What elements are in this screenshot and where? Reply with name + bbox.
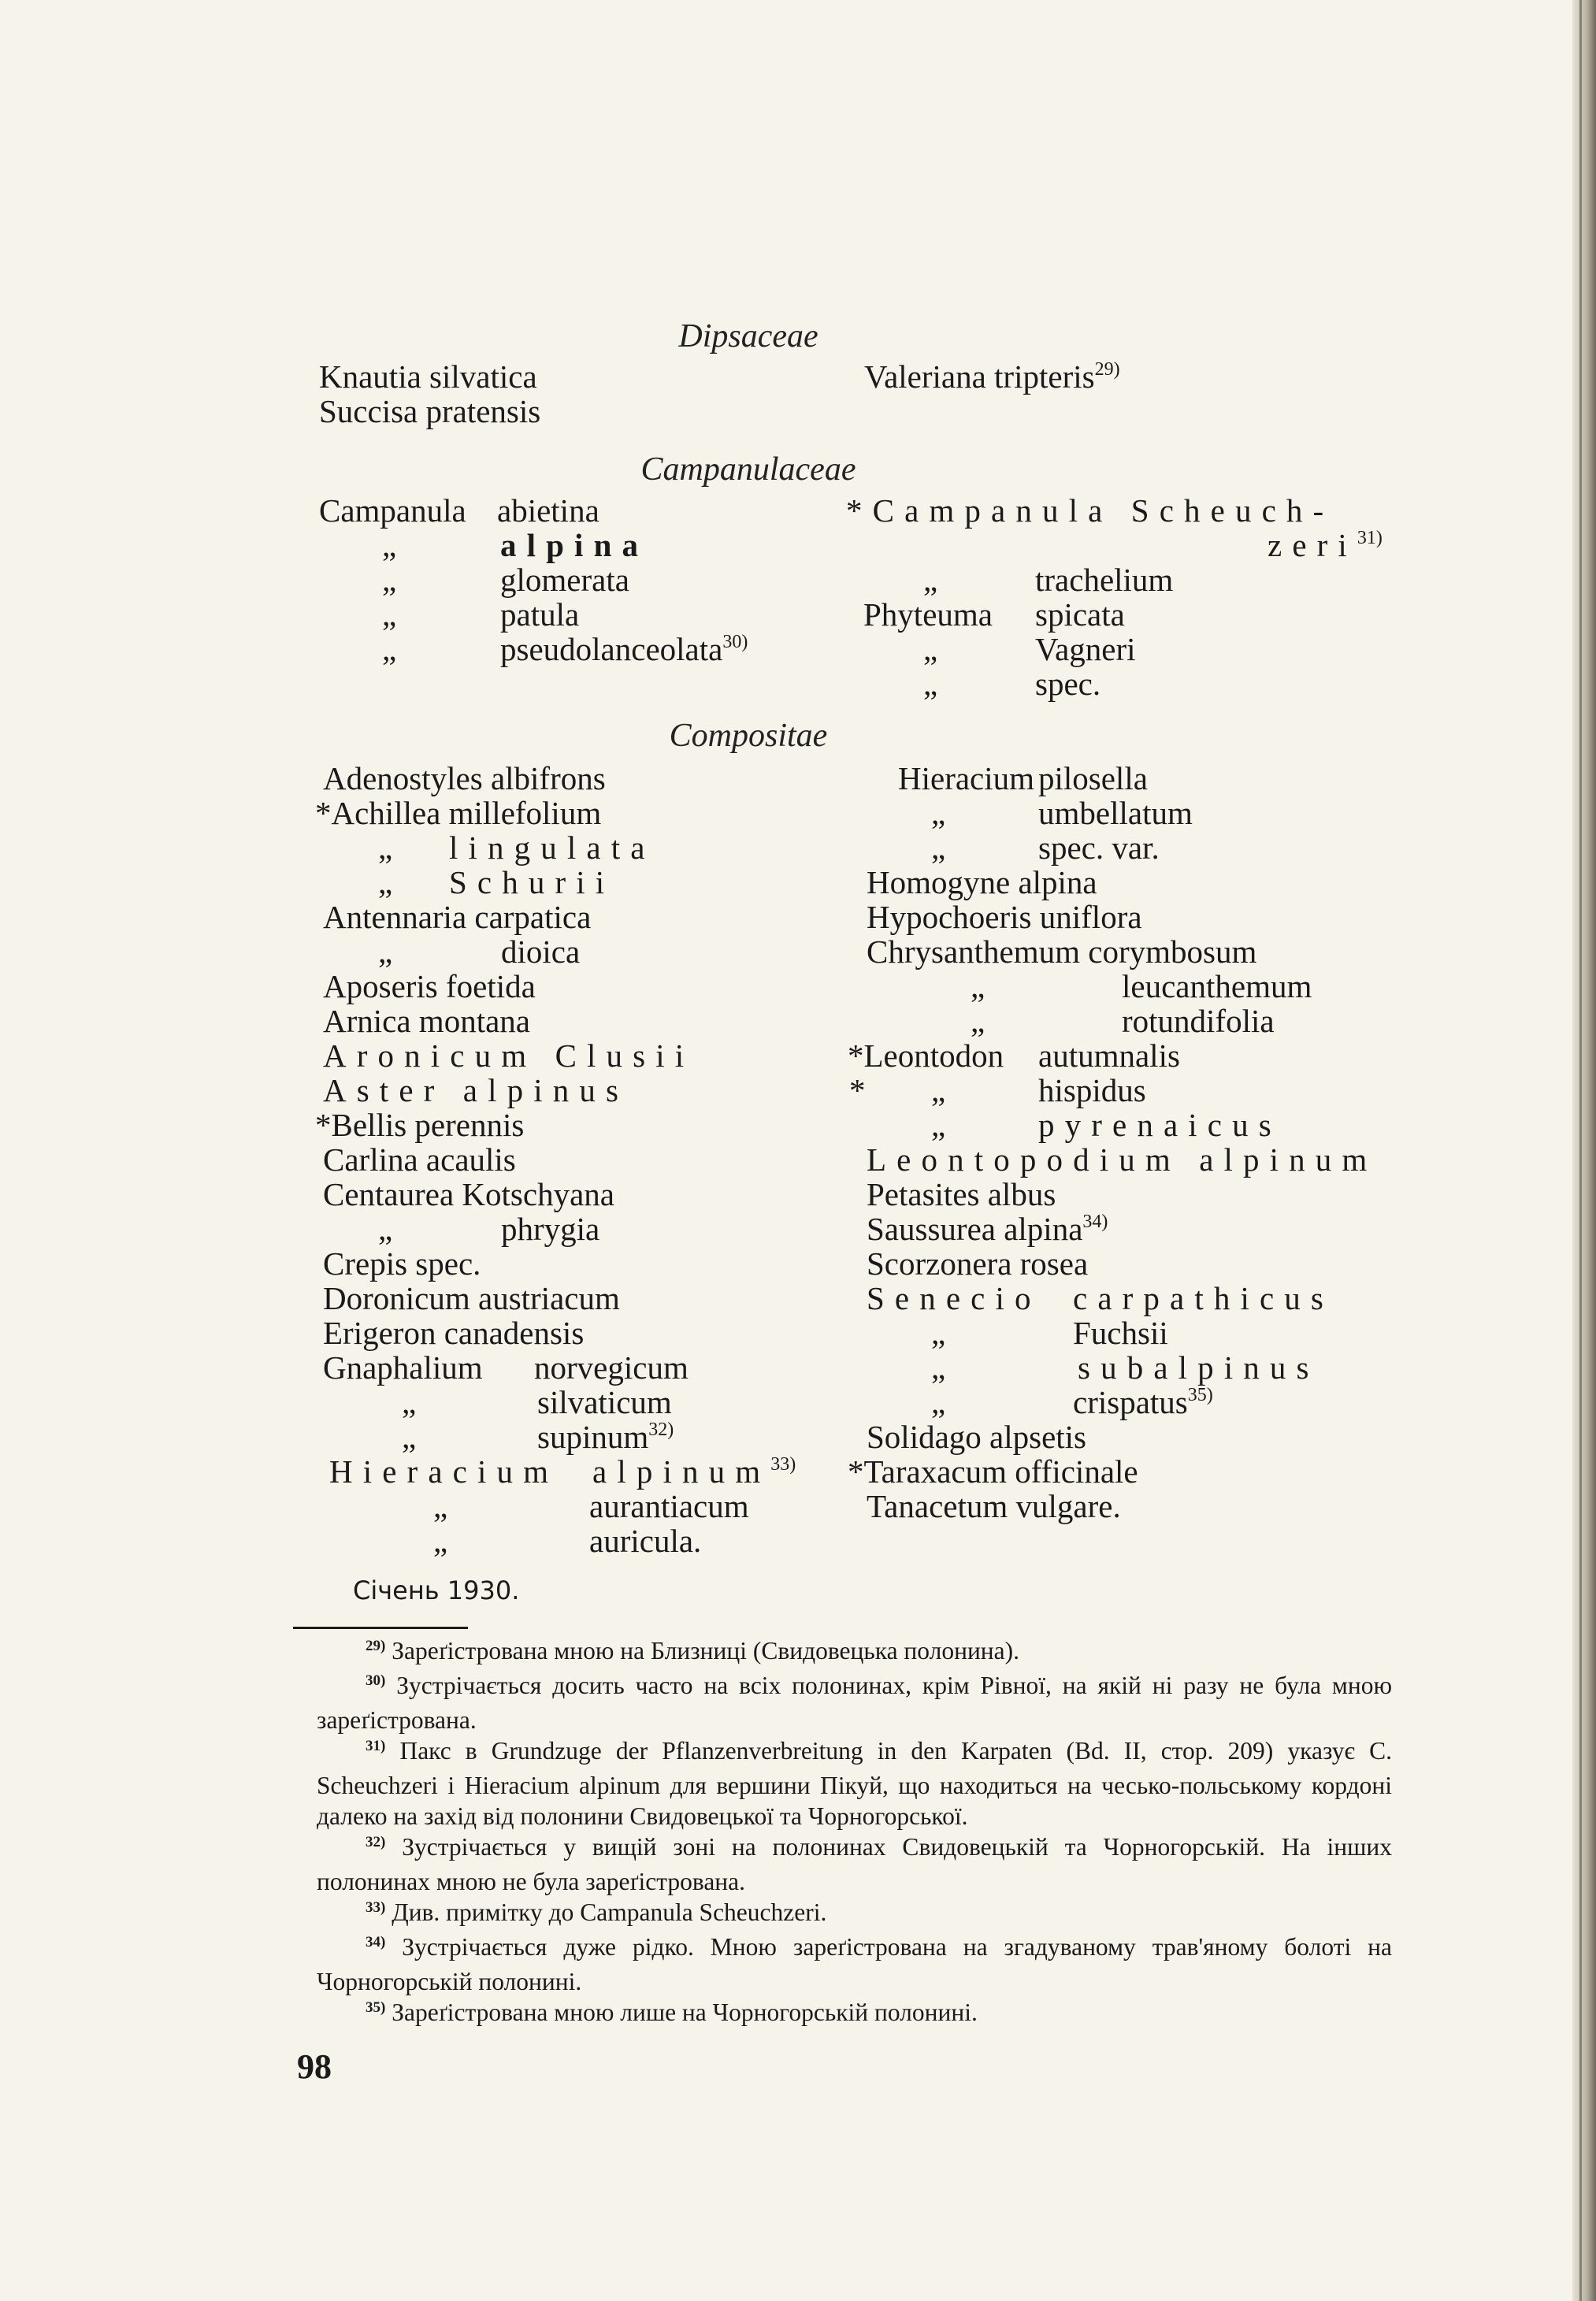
- genus-name: *Leontodon: [848, 1037, 1004, 1074]
- ditto-mark: „: [378, 829, 393, 866]
- list-item: Arnica montana: [323, 1003, 530, 1039]
- footnote-ref: 33): [770, 1454, 796, 1475]
- footnote-number: 33): [366, 1899, 386, 1916]
- species-name: lingulata: [449, 829, 655, 866]
- family-heading-campanulaceae: Campanulaceae: [640, 451, 856, 488]
- footnote-text: Зареґістрована мною на Близниці (Свидовецька полонина).: [392, 1637, 1020, 1665]
- list-item: Antennaria carpatica: [323, 899, 592, 935]
- family-heading-dipsaceae: Dipsaceae: [678, 318, 818, 354]
- list-item: Solidago alpsetis: [867, 1419, 1087, 1455]
- ditto-mark: „: [931, 1384, 946, 1420]
- list-item: Succisa pratensis: [319, 393, 541, 429]
- page-number: 98: [297, 2047, 332, 2086]
- footnote: [317, 1670, 1392, 1735]
- ditto-mark: „: [382, 596, 397, 633]
- list-item: Doronicum austriacum: [323, 1280, 620, 1316]
- footnote-text: Зустрічається у вищій зоні на полонинах Свидовецькій та Чорногорській. На інших полонинах мною не була зареґістрована.: [317, 1833, 1392, 1895]
- ditto-mark: „: [931, 829, 946, 866]
- species-name: [1073, 1386, 1213, 1419]
- species-name: norvegicum: [534, 1349, 689, 1386]
- list-item: Aposeris foetida: [323, 968, 536, 1004]
- footnote-ref: 30): [722, 632, 748, 652]
- species-name: aurantiacum: [589, 1488, 749, 1524]
- species-name: rotundifolia: [1122, 1003, 1275, 1039]
- page-edge-shadow: [1572, 0, 1596, 2301]
- ditto-mark: „: [433, 1488, 448, 1524]
- species-name: glomerata: [500, 562, 629, 598]
- list-item: *Achillea millefolium: [315, 795, 602, 831]
- list-item: Aster alpinus: [323, 1072, 629, 1108]
- species-name: silvaticum: [537, 1384, 672, 1420]
- ditto-mark: „: [931, 795, 946, 831]
- species-name: Fuchsii: [1073, 1315, 1168, 1351]
- footnote: [317, 1735, 1392, 1832]
- species-name: pilosella: [1038, 760, 1148, 796]
- genus-name: Hieracium: [329, 1453, 559, 1490]
- footnote-text: Див. примітку до Campanula Scheuchzeri.: [392, 1898, 827, 1926]
- footnote-text: Пакс в Grundzuge der Pflanzenverbreitung in den Karpaten (Bd. II, стор. 209) указує C. Scheuchzeri і Hieracium alpinum для вершини Пікуй, що находиться на чесько-польському кордоні далеко на захід від полонини Свидовецької та Чорногорської.: [317, 1737, 1393, 1830]
- genus-name: Senecio: [867, 1280, 1041, 1316]
- list-item: *Bellis perennis: [315, 1107, 525, 1143]
- list-item: Hypochoeris uniflora: [867, 899, 1142, 935]
- species-name: hispidus: [1038, 1072, 1146, 1108]
- genus-name: Hieracium: [898, 760, 1035, 796]
- species-name: spec.: [1035, 666, 1101, 702]
- footnote-ref: 35): [1187, 1385, 1213, 1405]
- species-name: patula: [500, 596, 580, 633]
- footnote-number: 32): [366, 1834, 386, 1850]
- species-name: pyrenaicus: [1038, 1107, 1282, 1143]
- footnotes: [317, 1635, 1392, 2032]
- ditto-mark: „: [402, 1384, 417, 1420]
- list-item: [864, 358, 1120, 395]
- footnote-ref: 31): [1357, 528, 1383, 548]
- species-name: trachelium: [1035, 562, 1174, 598]
- list-item: Aronicum Clusii: [323, 1037, 695, 1074]
- species-name: umbellatum: [1038, 795, 1193, 831]
- ditto-mark: „: [378, 933, 393, 970]
- footnote-ref: 32): [648, 1420, 674, 1440]
- page-edge-line: [1579, 0, 1582, 2301]
- list-item: Centaurea Kotschyana: [323, 1176, 614, 1212]
- list-item: *Campanula Scheuch-: [846, 492, 1334, 529]
- ditto-mark: „: [923, 562, 938, 598]
- footnote: [317, 1635, 1392, 1670]
- footnote: [317, 1997, 1392, 2032]
- species-text: Saussurea alpina: [867, 1211, 1083, 1247]
- species-text: zeri: [1268, 527, 1357, 563]
- footnote-ref: 29): [1094, 359, 1120, 380]
- species-name: autumnalis: [1038, 1037, 1180, 1074]
- footnote: [317, 1897, 1392, 1932]
- ditto-mark: „: [931, 1315, 946, 1351]
- species-text: crispatus: [1073, 1384, 1188, 1420]
- species-text: alpinum: [592, 1453, 771, 1490]
- species-name: carpathicus: [1073, 1280, 1334, 1316]
- footnote-number: 34): [366, 1934, 386, 1950]
- species-name: Schurii: [449, 864, 615, 900]
- footnote-number: 29): [366, 1638, 386, 1654]
- family-heading-compositae: Compositae: [669, 718, 828, 754]
- footnote: [317, 1832, 1392, 1897]
- ditto-mark: „: [923, 631, 938, 667]
- footnote-text: Зустрічається досить часто на всіх полонинах, крім Рівної, на якій ні разу не була мною зареґістрована.: [317, 1672, 1393, 1734]
- ditto-mark: „: [971, 968, 985, 1004]
- list-item: Adenostyles albifrons: [323, 760, 606, 796]
- list-item: Chrysanthemum corymbosum: [867, 933, 1257, 970]
- list-item: Crepis spec.: [323, 1245, 481, 1282]
- list-item: Scorzonera rosea: [867, 1245, 1089, 1282]
- footnote-text: Зустрічається дуже рідко. Мною зареґістрована на згадуваному трав'яному болоті на Чорногорській полонині.: [317, 1933, 1392, 1995]
- species-text: pseudolanceolata: [500, 631, 723, 667]
- ditto-mark: „: [378, 1211, 393, 1247]
- ditto-mark: „: [971, 1003, 985, 1039]
- species-name: [500, 633, 748, 666]
- species-name: spicata: [1035, 596, 1125, 633]
- ditto-mark: „: [433, 1523, 448, 1559]
- genus-name: Campanula: [319, 492, 466, 529]
- ditto-mark: „: [931, 1072, 946, 1108]
- footnote-text: Зареґістрована мною лише на Чорногорській полонині.: [392, 1999, 978, 2026]
- species-name: abietina: [497, 492, 599, 529]
- ditto-mark: „: [382, 631, 397, 667]
- species-name: dioica: [501, 933, 581, 970]
- date-line: Січень 1930.: [353, 1575, 520, 1605]
- ditto-mark: „: [931, 1349, 946, 1386]
- footnote-divider: [293, 1627, 468, 1629]
- species-name: [1268, 529, 1383, 562]
- list-item: Homogyne alpina: [867, 864, 1097, 900]
- ditto-mark: „: [402, 1419, 417, 1455]
- species-name: leucanthemum: [1122, 968, 1312, 1004]
- list-item: [867, 1213, 1108, 1245]
- species-name: [592, 1453, 796, 1490]
- footnote-number: 31): [366, 1738, 386, 1754]
- ditto-mark: „: [378, 864, 393, 900]
- footnote-number: 35): [366, 1999, 386, 2016]
- footnote-number: 30): [366, 1672, 386, 1689]
- genus-name: Gnaphalium: [323, 1349, 483, 1386]
- footnote-ref: 34): [1082, 1212, 1108, 1232]
- list-item: Knautia silvatica: [319, 358, 537, 395]
- list-item: Carlina acaulis: [323, 1141, 516, 1178]
- list-item: Erigeron canadensis: [323, 1315, 585, 1351]
- genus-name: Phyteuma: [863, 596, 993, 633]
- species-name: Valeriana tripteris: [864, 358, 1095, 395]
- species-name: spec. var.: [1038, 829, 1160, 866]
- species-name: alpina: [500, 527, 649, 563]
- star-mark: *: [849, 1072, 866, 1108]
- list-item: Petasites albus: [867, 1176, 1056, 1212]
- footnote: [317, 1932, 1392, 1997]
- species-name: phrygia: [501, 1211, 600, 1247]
- species-name: auricula.: [589, 1523, 702, 1559]
- list-item: *Taraxacum officinale: [848, 1453, 1138, 1490]
- ditto-mark: „: [923, 666, 938, 702]
- species-name: subalpinus: [1078, 1349, 1319, 1386]
- species-name: Vagneri: [1035, 631, 1136, 667]
- list-item: Tanacetum vulgare.: [867, 1488, 1121, 1524]
- species-text: supinum: [537, 1419, 649, 1455]
- ditto-mark: „: [382, 527, 397, 563]
- ditto-mark: „: [931, 1107, 946, 1143]
- species-name: [537, 1421, 674, 1453]
- ditto-mark: „: [382, 562, 397, 598]
- list-item: Leontopodium alpinum: [867, 1141, 1378, 1178]
